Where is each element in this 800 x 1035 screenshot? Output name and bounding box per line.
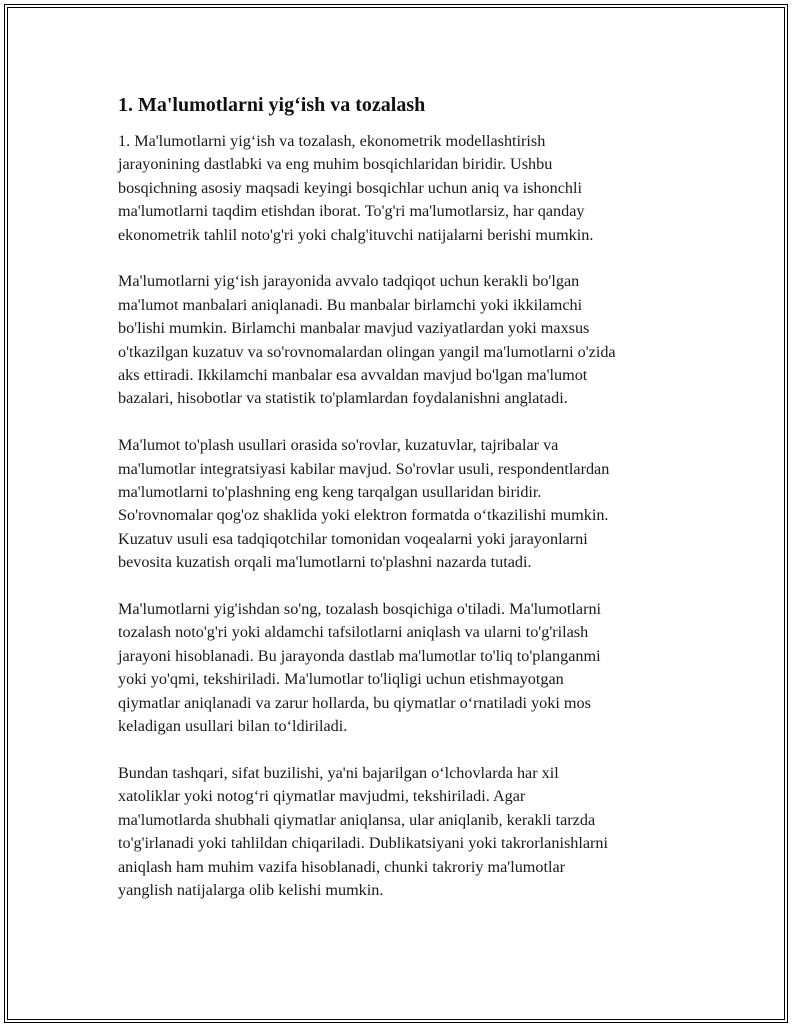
paragraph-1 xyxy=(118,130,698,247)
text-line: Kuzatuv usuli esa tadqiqotchilar tomonidan voqealarni yoki jarayonlarni xyxy=(118,529,588,548)
text-line: ma'lumotlarni taqdim etishdan iborat. To'g'ri ma'lumotlarsiz, har qanday xyxy=(118,202,585,221)
text-line: yanglish natijalarga olib kelishi mumkin. xyxy=(118,880,384,899)
text-line: jarayoni hisoblanadi. Bu jarayonda dastlab ma'lumotlar to'liq to'planganmi xyxy=(118,646,601,665)
text-line: ma'lumot manbalari aniqlanadi. Bu manbalar birlamchi yoki ikkilamchi xyxy=(118,295,583,314)
paragraph-3 xyxy=(118,434,698,574)
text-line: ma'lumotlar integratsiyasi kabilar mavjud. So'rovlar usuli, respondentlardan xyxy=(118,459,610,478)
text-line: tozalash noto'g'ri yoki aldamchi tafsilotlarni aniqlash va ularni to'g'rilash xyxy=(118,623,589,642)
paragraph-5 xyxy=(118,762,698,902)
paragraph-2 xyxy=(118,270,698,410)
text-line: 1. Ma'lumotlarni yig‘ish va tozalash, ekonometrik modellashtirish xyxy=(118,132,546,150)
text-line: Bundan tashqari, sifat buzilishi, ya'ni bajarilgan o‘lchovlarda har xil xyxy=(118,763,559,782)
text-line: o'tkazilgan kuzatuv va so'rovnomalardan olingan yangil ma'lumotlarni o'zida xyxy=(118,342,616,361)
text-line: Ma'lumotlarni yig'ishdan so'ng, tozalash bosqichiga o'tiladi. Ma'lumotlarni xyxy=(118,600,602,619)
text-line: aks ettiradi. Ikkilamchi manbalar esa avvaldan mavjud bo'lgan ma'lumot xyxy=(118,366,588,385)
text-line: yoki yo'qmi, tekshiriladi. Ma'lumotlar to'liqligi uchun etishmayotgan xyxy=(118,670,564,689)
text-line: aniqlash ham muhim vazifa hisoblanadi, chunki takroriy ma'lumotlar xyxy=(118,857,566,876)
text-line: keladigan usullari bilan to‘ldiriladi. xyxy=(118,717,348,736)
text-line: ma'lumotlarni to'plashning eng keng tarqalgan usullaridan biridir. xyxy=(118,483,542,502)
section-title: 1. Ma'lumotlarni yig‘ish va tozalash xyxy=(118,94,426,116)
text-line: to'g'irlanadi yoki tahlildan chiqariladi. Dublikatsiyani yoki takrorlanishlarni xyxy=(118,834,608,853)
text-line: qiymatlar aniqlanadi va zarur hollarda, bu qiymatlar o‘rnatiladi yoki mos xyxy=(118,693,591,712)
text-line: bazalari, hisobotlar va statistik to'plamlardan foydalanishni anglatadi. xyxy=(118,389,568,408)
document-body xyxy=(118,92,698,926)
text-line: bo'lishi mumkin. Birlamchi manbalar mavjud vaziyatlardan yoki maxsus xyxy=(118,319,590,338)
text-line: bevosita kuzatish orqali ma'lumotlarni to'plashni nazarda tutadi. xyxy=(118,553,532,572)
text-line: Ma'lumot to'plash usullari orasida so'rovlar, kuzatuvlar, tajribalar va xyxy=(118,436,559,455)
text-line: xatoliklar yoki notog‘ri qiymatlar mavjudmi, tekshiriladi. Agar xyxy=(118,787,526,806)
text-line: ma'lumotlarda shubhali qiymatlar aniqlansa, ular aniqlanib, kerakli tarzda xyxy=(118,810,596,829)
text-line: Ma'lumotlarni yig‘ish jarayonida avvalo tadqiqot uchun kerakli bo'lgan xyxy=(118,272,580,291)
text-line: So'rovnomalar qog'oz shaklida yoki elektron formatda o‘tkazilishi mumkin. xyxy=(118,506,609,525)
text-line: ekonometrik tahlil noto'g'ri yoki chalg'ituvchi natijalarni berishi mumkin. xyxy=(118,225,594,244)
text-line: jarayonining dastlabki va eng muhim bosqichlaridan biridir. Ushbu xyxy=(118,155,553,174)
paragraph-4 xyxy=(118,598,698,738)
text-line: bosqichning asosiy maqsadi keyingi bosqichlar uchun aniq va ishonchli xyxy=(118,178,582,197)
